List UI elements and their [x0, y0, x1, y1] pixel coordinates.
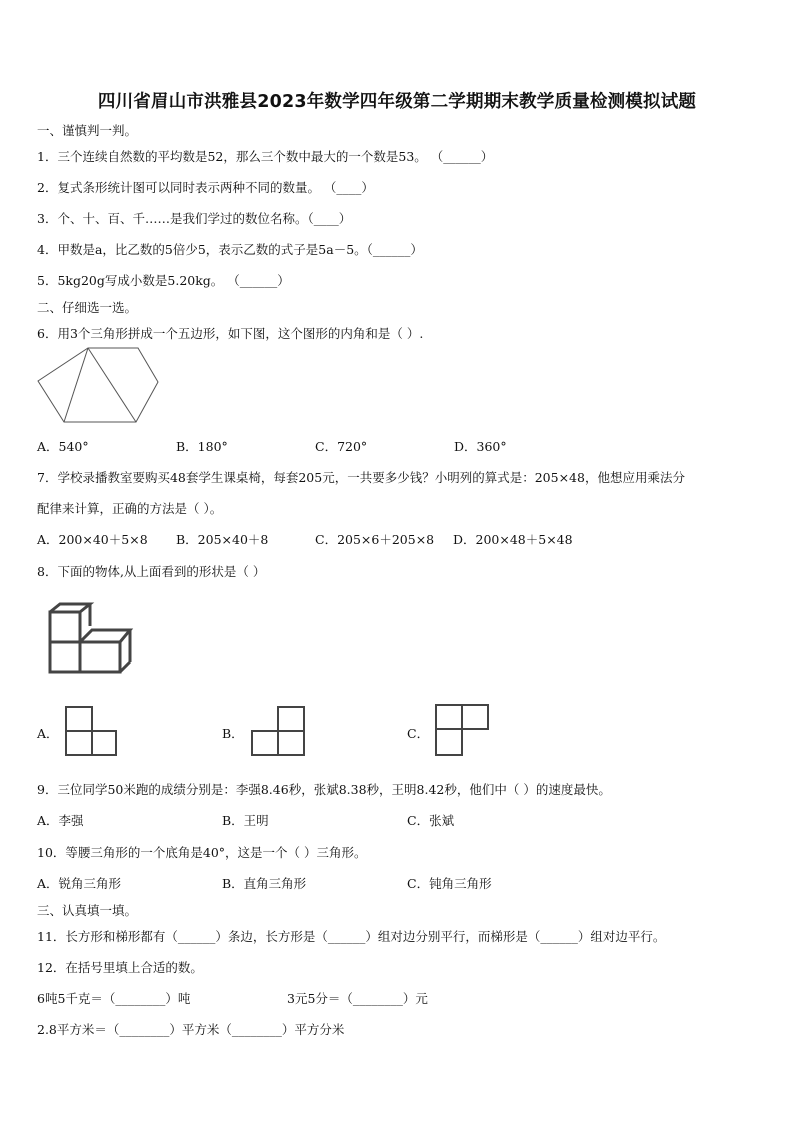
question-3: 3．个、十、百、千……是我们学过的数位名称。（____）: [37, 211, 352, 226]
q9-option-b[interactable]: B．王明: [222, 813, 269, 828]
cube-stack-figure: [46, 600, 136, 674]
section-heading-judge: 一、谨慎判一判。: [37, 123, 138, 138]
q12-blank-a: 6吨5千克＝（________）吨: [37, 991, 191, 1006]
q8-option-a[interactable]: A．: [37, 726, 59, 741]
question-2: 2．复式条形统计图可以同时表示两种不同的数量。 （____）: [37, 180, 374, 195]
q6-option-c[interactable]: C．720°: [315, 439, 368, 454]
question-4: 4．甲数是a，比乙数的5倍少5，表示乙数的式子是5a－5。（______）: [37, 242, 423, 257]
section-heading-fill: 三、认真填一填。: [37, 903, 138, 918]
page-title: 四川省眉山市洪雅县2023年数学四年级第二学期期末教学质量检测模拟试题: [97, 92, 697, 112]
question-8: 8．下面的物体,从上面看到的形状是（ ）: [37, 564, 266, 579]
q10-option-a[interactable]: A．锐角三角形: [37, 876, 122, 891]
q12-blank-b: 3元5分＝（________）元: [287, 991, 428, 1006]
question-12: 12．在括号里填上合适的数。: [37, 960, 203, 975]
section-heading-choose: 二、仔细选一选。: [37, 300, 138, 315]
q8-option-a-shape[interactable]: [64, 705, 120, 759]
q10-option-c[interactable]: C．钝角三角形: [407, 876, 492, 891]
q6-option-a[interactable]: A．540°: [37, 439, 89, 454]
q8-option-b-shape[interactable]: [250, 705, 308, 759]
q8-option-c[interactable]: C．: [407, 726, 430, 741]
question-7-line-2: 配律来计算，正确的方法是（ ）。: [37, 501, 223, 516]
q7-option-a[interactable]: A．200×40＋5×8: [37, 532, 148, 547]
q8-option-b[interactable]: B．: [222, 726, 244, 741]
pentagon-figure: [36, 346, 164, 426]
q7-option-b[interactable]: B．205×40＋8: [176, 532, 269, 547]
q10-option-b[interactable]: B．直角三角形: [222, 876, 307, 891]
question-1: 1．三个连续自然数的平均数是52，那么三个数中最大的一个数是53。 （______）: [37, 149, 494, 164]
question-5: 5．5kg20g写成小数是5.20kg。 （______）: [37, 273, 290, 288]
question-11: 11．长方形和梯形都有（______）条边，长方形是（______）组对边分别平行，而梯形是（______）组对边平行。: [37, 929, 666, 944]
q6-option-b[interactable]: B．180°: [176, 439, 228, 454]
q8-option-c-shape[interactable]: [434, 703, 492, 759]
q7-option-c[interactable]: C．205×6＋205×8: [315, 532, 435, 547]
question-7-line-1: 7．学校录播教室要购买48套学生课桌椅，每套205元，一共要多少钱？小明列的算式是：205×48，他想应用乘法分: [37, 470, 685, 485]
question-6: 6．用3个三角形拼成一个五边形，如下图，这个图形的内角和是（ ）.: [37, 326, 424, 341]
q6-option-d[interactable]: D．360°: [454, 439, 507, 454]
question-10: 10．等腰三角形的一个底角是40°，这是一个（ ）三角形。: [37, 845, 367, 860]
q9-option-a[interactable]: A．李强: [37, 813, 84, 828]
question-9: 9．三位同学50米跑的成绩分别是：李强8.46秒，张斌8.38秒，王明8.42秒，他们中（ ）的速度最快。: [37, 782, 611, 797]
q12-blank-c: 2.8平方米＝（________）平方米（________）平方分米: [37, 1022, 345, 1037]
q7-option-d[interactable]: D．200×48＋5×48: [453, 532, 573, 547]
q9-option-c[interactable]: C．张斌: [407, 813, 455, 828]
